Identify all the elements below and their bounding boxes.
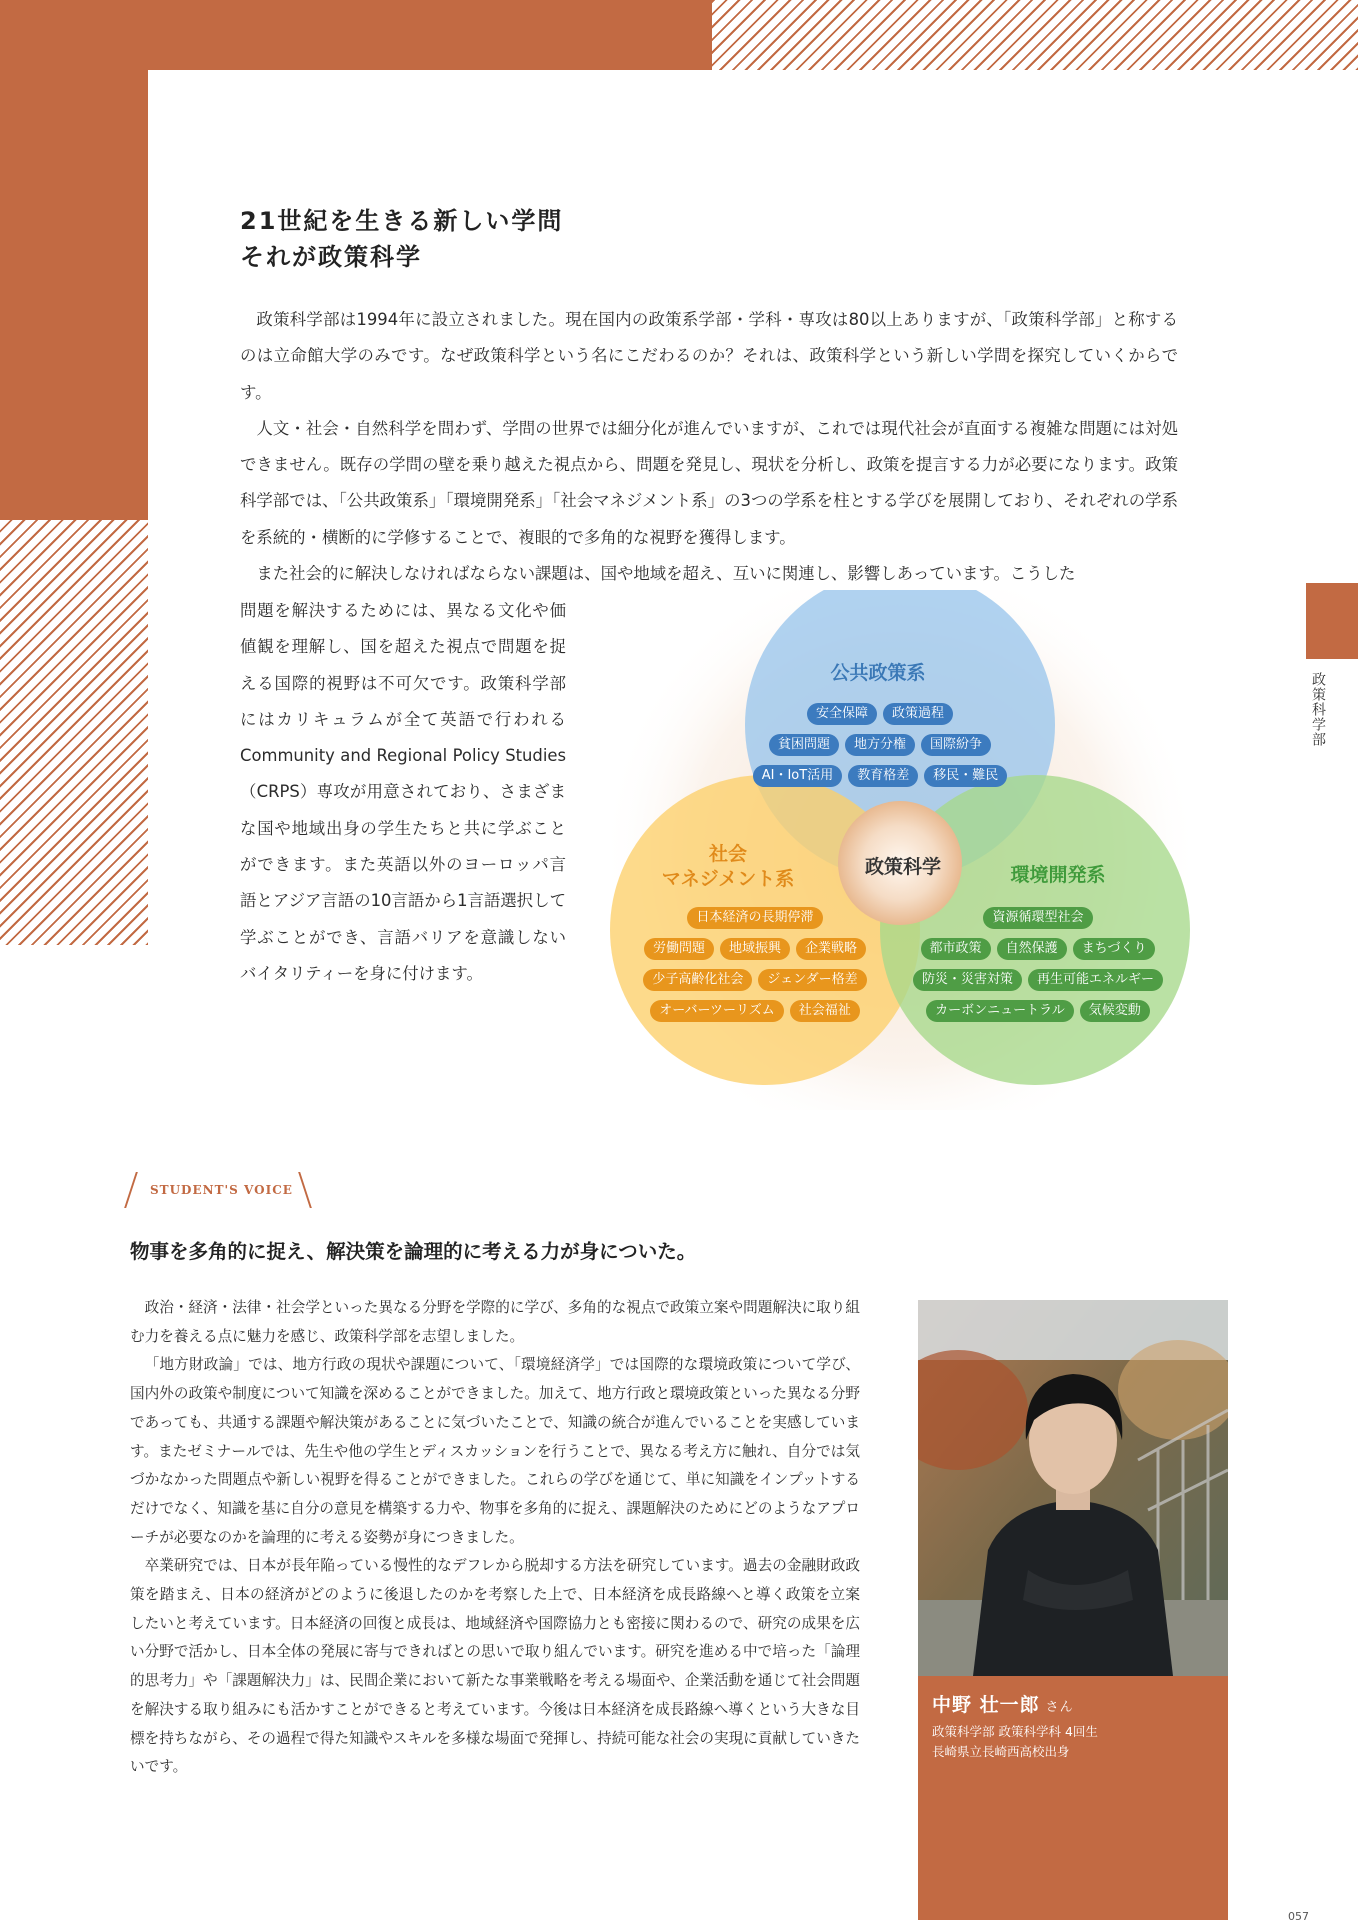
topic-pill: 企業戦略 [796,938,866,960]
heading-line-2: それが政策科学 [240,243,422,271]
topic-pill: ジェンダー格差 [758,969,866,991]
venn-title-center: 政策科学 [864,856,941,878]
pill-row [740,765,1020,787]
venn-title-social-line2: マネジメント系 [661,868,795,890]
heading-line-1: 21世紀を生きる新しい学問 [240,207,564,235]
decor-stripes-top [712,0,1358,70]
topic-pill: 政策過程 [883,703,953,725]
topic-pill: 安全保障 [807,703,877,725]
intro-paragraph: 政策科学部は1994年に設立されました。現在国内の政策系学部・学科・専攻は80以上ありますが、「政策科学部」と称するのは立命館大学のみです。なぜ政策科学という名にこだわるのか？それは、政策科学という新しい学問を探究していくからです。 [240,310,1178,402]
student-info [932,1722,1098,1762]
topic-pill: 日本経済の長期停滞 [687,907,822,929]
topic-pill: AI・IoT活用 [753,765,842,787]
topic-pill: オーバーツーリズム [650,1000,784,1022]
pill-row [630,969,880,991]
pill-row [740,734,1020,756]
student-photo [918,1300,1228,1676]
page-number: 057 [1288,1910,1309,1920]
topic-pill: 社会福祉 [790,1000,860,1022]
intro-text [240,302,1178,592]
pill-row [630,938,880,960]
pill-row [908,938,1168,960]
topic-pill: 労働問題 [644,938,714,960]
voice-paragraph: 卒業研究では、日本が長年陥っている慢性的なデフレから脱却する方法を研究しています。過去の金融財政政策を踏まえ、日本の経済がどのように後退したのかを考察した上で、日本経済を成長路線へと導く政策を立案したいと考えています。日本経済の回復と成長は、地域経済や国際協力とも密接に関わるので、研究の成果を広い分野で活かし、日本全体の発展に寄与できればとの思いで取り組んでいます。研究を進める中で培った「論理的思考力」や「課題解決力」は、民間企業において新たな事業戦略を考える場面や、企業活動を通じて社会問題を解決する取り組みにも活かすことができると考えています。今後は日本経済を成長路線へ導くという大きな目標を持ちながら、その過程で得た知識やスキルを多様な場面で発揮し、持続可能な社会の実現に貢献していきたいです。 [130,1557,860,1776]
pill-row [908,1000,1168,1022]
student-profile-card [918,1300,1228,1920]
topic-pill: 移民・難民 [924,765,1007,787]
student-photo-illustration [918,1300,1228,1676]
topic-pill: カーボンニュートラル [926,1000,1074,1022]
student-honorific: さん [1045,1700,1074,1715]
pill-row [908,969,1168,991]
venn-title-social [648,842,808,892]
topic-pill: 気候変動 [1080,1000,1150,1022]
intro-paragraph: また社会的に解決しなければならない課題は、国や地域を超え、互いに関連し、影響しあっています。こうした [256,564,1076,584]
intro-paragraph: 人文・社会・自然科学を問わず、学問の世界では細分化が進んでいますが、これでは現代社会が直面する複雑な問題には対処できません。既存の学問の壁を乗り越えた視点から、問題を発見し、現状を分析し、政策を提言する力が必要になります。政策科学部では、「公共政策系」「環境開発系」「社会マネジメント系」の3つの学系を柱とする学びを展開しており、それぞれの学系を系統的・横断的に学修することで、複眼的で多角的な視野を獲得します。 [240,418,1178,547]
voice-paragraph: 政治・経済・法律・社会学といった異なる分野を学際的に学び、多角的な視点で政策立案や問題解決に取り組む力を養える点に魅力を感じ、政策科学部を志望しました。 [130,1299,860,1345]
decor-stripes-left [0,520,148,945]
topic-pill: まちづくり [1073,938,1156,960]
topic-pill: 自然保護 [997,938,1067,960]
student-voice-body [130,1294,860,1782]
student-name-text: 中野 壮一郎 [932,1694,1040,1716]
label-slash [124,1172,138,1208]
topic-pill: 教育格差 [848,765,918,787]
pill-row [740,703,1020,725]
student-voice-title: 物事を多角的に捉え、解決策を論理的に考える力が身についた。 [130,1240,697,1263]
topic-pill: 都市政策 [921,938,991,960]
student-name [932,1690,1074,1717]
venn-title-public: 公共政策系 [830,662,926,684]
section-label: 政策科学部 [1310,672,1326,747]
student-department: 政策科学部 政策科学科 4回生 [932,1724,1098,1739]
topic-pill: 資源循環型社会 [983,907,1092,929]
student-school: 長崎県立長崎西高校出身 [932,1744,1070,1759]
pill-row [908,907,1168,929]
topic-pill: 地域振興 [720,938,790,960]
student-voice-text: STUDENT'S VOICE [150,1183,293,1197]
pill-row [630,907,880,929]
topic-pill: 再生可能エネルギー [1028,969,1163,991]
student-voice-label [128,1172,312,1208]
label-slash [298,1172,312,1208]
topic-pill: 国際紛争 [921,734,991,756]
section-tab [1306,583,1358,659]
intro-continuation: 問題を解決するためには、異なる文化や価値観を理解し、国を超えた視点で問題を捉える国際的視野は不可欠です。政策科学部にはカリキュラムが全て英語で行われるCommunity and Regional Policy Studies（CRPS）専攻が用意されており、さまざまな国や地域出身の学生たちと共に学ぶことができます。また英語以外のヨーロッパ言語とアジア言語の10言語から1言語選択して学ぶことができ、言語バリアを意識しないバイタリティーを身に付けます。 [240,601,566,983]
venn-title-environment: 環境開発系 [1010,864,1106,886]
topic-pill: 地方分権 [845,734,915,756]
topic-pill: 貧困問題 [769,734,839,756]
venn-diagram [590,590,1210,1110]
pill-row [630,1000,880,1022]
topic-pill: 少子高齢化社会 [643,969,752,991]
venn-title-social-line1: 社会 [708,843,747,865]
voice-paragraph: 「地方財政論」では、地方行政の現状や課題について、「環境経済学」では国際的な環境政策について学び、国内外の政策や制度について知識を深めることができました。加えて、地方行政と環境政策といった異なる分野であっても、共通する課題や解決策があることに気づいたことで、知識の統合が進んでいることを実感しています。またゼミナールでは、先生や他の学生とディスカッションを行うことで、異なる考え方に触れ、自分では気づかなかった問題点や新しい視野を得ることができました。これらの学びを通じて、単に知識をインプットするだけでなく、知識を基に自分の意見を構築する力や、物事を多角的に捉え、課題解決のためにどのようなアプローチが必要なのかを論理的に考える姿勢が身につきました。 [130,1356,860,1546]
topic-pill: 防災・災害対策 [913,969,1022,991]
page-heading [240,203,563,275]
